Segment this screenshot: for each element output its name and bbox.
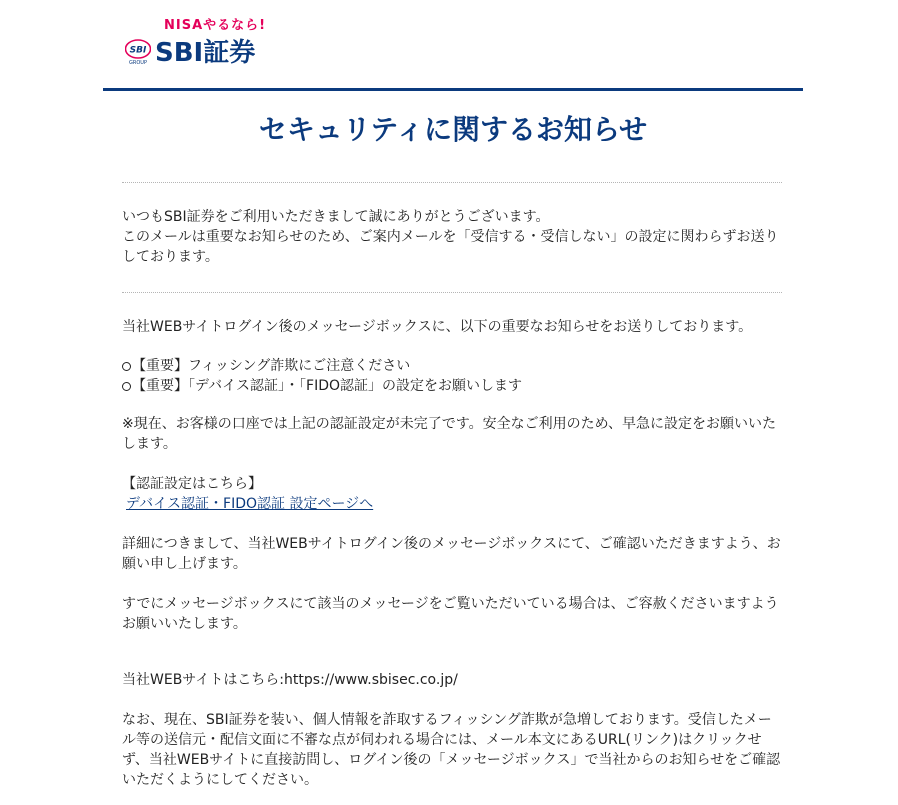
sbi-mark-text: SBI [129, 45, 147, 56]
notice-text: 【重要】「デバイス認証」・「FIDO認証」の設定をお願いします [132, 378, 522, 394]
detail-text: 詳細につきまして、当社WEBサイトログイン後のメッセージボックスにて、ご確認いただきますよう、お願い申し上げます。 [122, 536, 781, 572]
sbi-logo[interactable] [125, 14, 305, 74]
website-text [122, 670, 784, 690]
list-item [122, 356, 784, 376]
warning-text: ※現在、お客様の口座では上記の認証設定が未完了です。安全なご利用のため、早急に設定をお願いいたします。 [122, 416, 777, 452]
greeting-line-1: いつもSBI証券をご利用いただきまして誠にありがとうございます。 [122, 209, 550, 225]
auth-setting-link[interactable]: デバイス認証・FIDO認証 設定ページへ [126, 496, 374, 512]
already-seen-text: すでにメッセージボックスにて該当のメッセージをご覧いただいている場合は、ご容赦くださいますようお願いいたします。 [122, 596, 779, 632]
sbi-mark-subtext: GROUP [129, 60, 147, 66]
greeting-line-2: このメールは重要なお知らせのため、ご案内メールを「受信する・受信しない」の設定に関わらずお送りしております。 [122, 229, 779, 265]
phishing-warning-text: なお、現在、SBI証券を装い、個人情報を詐取するフィッシング詐欺が急増しております。受信したメール等の送信元・配信文面に不審な点が伺われる場合には、メール本文にあるURL(リンク)はクリックせず、当社WEBサイトに直接訪問し、ログイン後の「メッセージボックス」で当社からのお知らせをご確認いただくようにしてください。 [122, 712, 781, 788]
circle-bullet-icon [122, 362, 131, 371]
setting-label: 【認証設定はこちら】 [122, 476, 262, 492]
circle-bullet-icon [122, 382, 131, 391]
divider [122, 182, 782, 183]
sbi-group-mark-icon [125, 38, 151, 66]
list-item [122, 376, 784, 396]
page-title: セキュリティに関するお知らせ [258, 113, 648, 146]
logo-tagline: NISAやるなら! [164, 18, 267, 33]
greeting-text [122, 207, 784, 267]
intro-text: 当社WEBサイトログイン後のメッセージボックスに、以下の重要なお知らせをお送りしております。 [122, 319, 753, 335]
notice-text: 【重要】フィッシング詐欺にご注意ください [132, 358, 411, 374]
divider [122, 292, 782, 293]
website-label: 当社WEBサイトはこちら: [122, 672, 285, 688]
notice-list [122, 356, 784, 396]
website-url-link[interactable]: https://www.sbisec.co.jp/ [284, 672, 458, 688]
email-header [103, 0, 803, 91]
brand-name: SBI証券 [155, 38, 256, 68]
